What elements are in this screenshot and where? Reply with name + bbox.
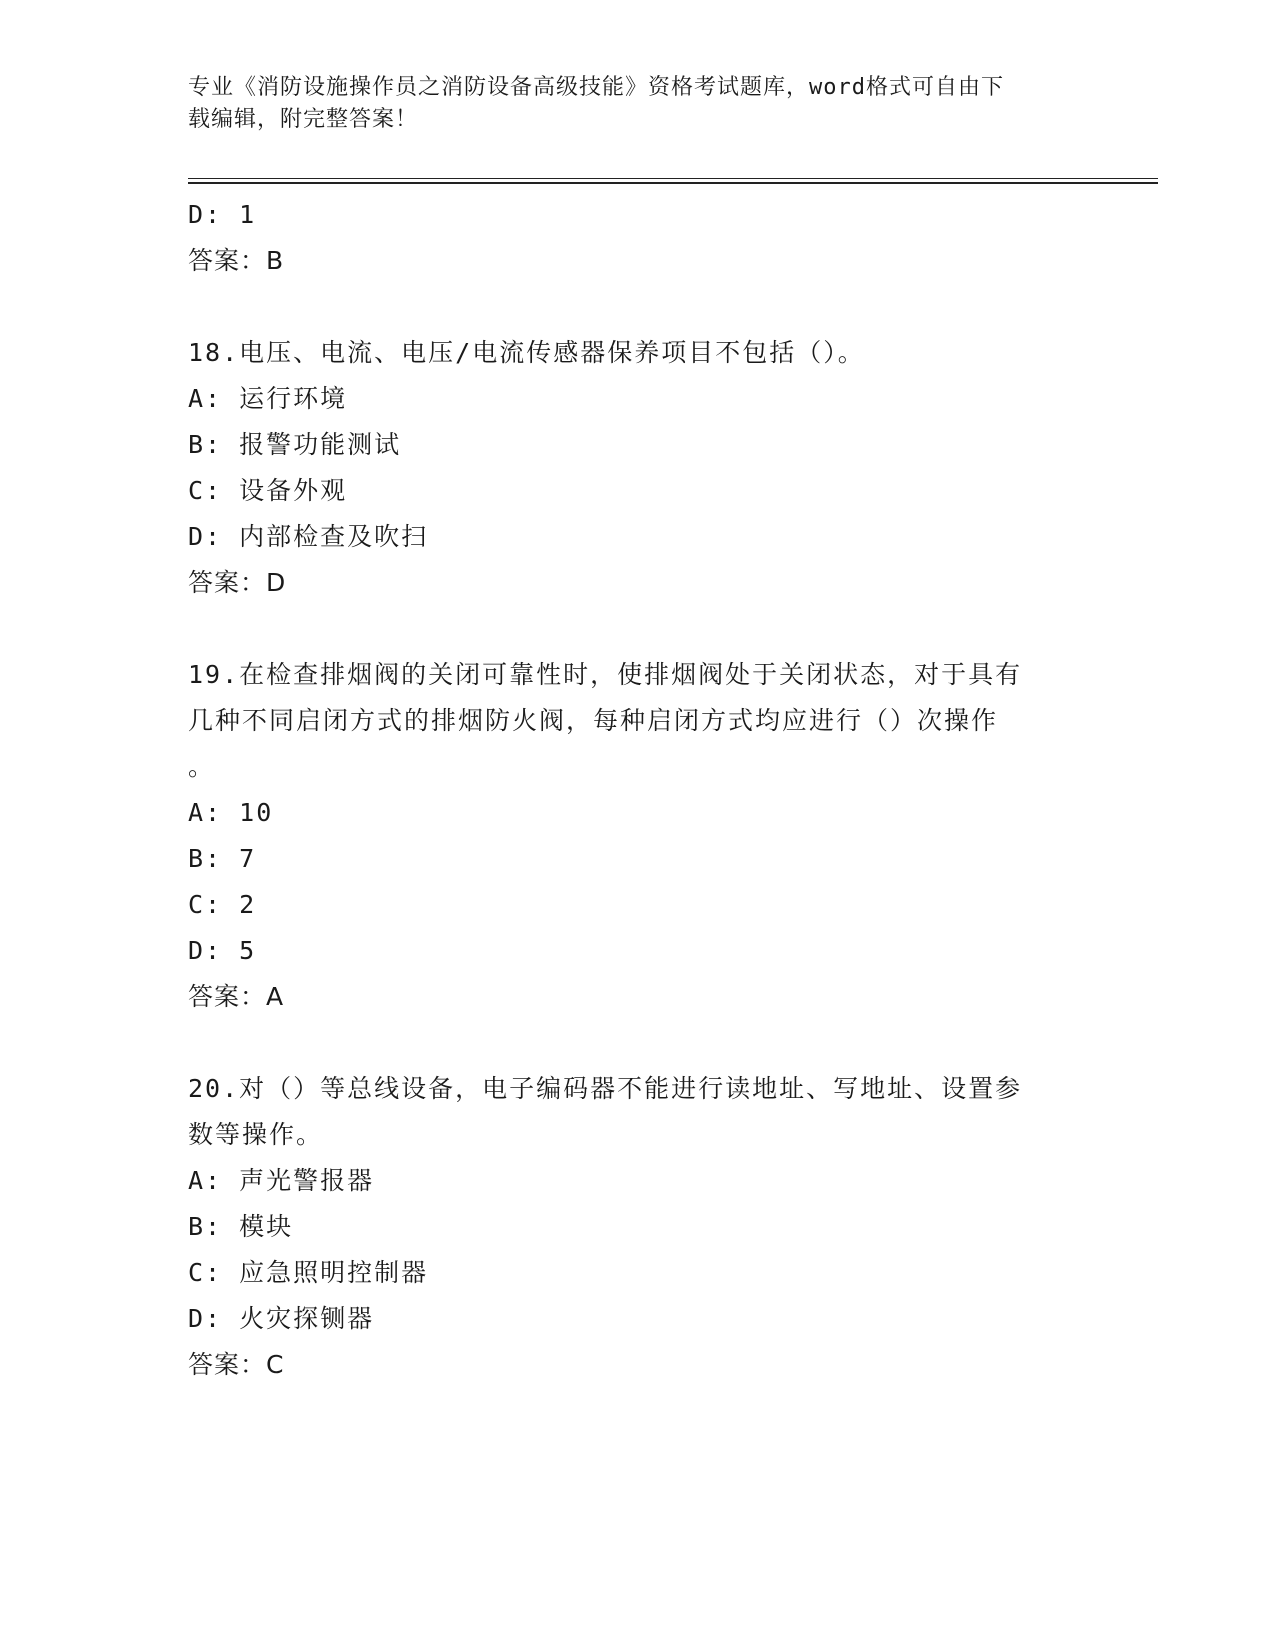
header-divider-thin	[188, 178, 1158, 179]
question-19-stem-line-3: 。	[188, 752, 216, 781]
question-18	[188, 330, 1088, 606]
question-19-option-c: C: 2	[188, 890, 257, 919]
question-20-option-d: D: 火灾探铡器	[188, 1304, 375, 1333]
question-19-answer: 答案：A	[188, 982, 285, 1011]
question-18-option-d: D: 内部检查及吹扫	[188, 522, 429, 551]
question-20-option-b: B: 模块	[188, 1212, 294, 1241]
question-20-stem-line-1: 20.对（）等总线设备，电子编码器不能进行读地址、写地址、设置参	[188, 1074, 1023, 1103]
question-19-option-d: D: 5	[188, 936, 257, 965]
prev-option-d: D: 1	[188, 200, 257, 229]
header-line-1: 专业《消防设施操作员之消防设备高级技能》资格考试题库，word格式可自由下	[188, 75, 1004, 100]
question-20-option-a: A: 声光警报器	[188, 1166, 375, 1195]
question-20-option-c: C: 应急照明控制器	[188, 1258, 429, 1287]
question-20-stem-line-2: 数等操作。	[188, 1120, 324, 1149]
question-18-answer: 答案：D	[188, 568, 287, 597]
question-19-stem-line-1: 19.在检查排烟阀的关闭可靠性时，使排烟阀处于关闭状态，对于具有	[188, 660, 1023, 689]
document-header	[188, 72, 1088, 136]
header-line-2: 载编辑，附完整答案！	[188, 107, 419, 132]
prev-answer: 答案：B	[188, 246, 285, 275]
question-18-option-b: B: 报警功能测试	[188, 430, 402, 459]
question-19-option-b: B: 7	[188, 844, 257, 873]
question-18-option-c: C: 设备外观	[188, 476, 348, 505]
question-content	[188, 192, 1088, 1388]
question-18-stem: 18.电压、电流、电压/电流传感器保养项目不包括（）。	[188, 338, 865, 367]
question-19-option-a: A: 10	[188, 798, 274, 827]
header-divider-thick	[188, 182, 1158, 184]
question-18-option-a: A: 运行环境	[188, 384, 348, 413]
question-19-stem-line-2: 几种不同启闭方式的排烟防火阀，每种启闭方式均应进行（）次操作	[188, 706, 999, 735]
question-20-answer: 答案：C	[188, 1350, 285, 1379]
question-19	[188, 652, 1088, 1020]
question-20	[188, 1066, 1088, 1388]
